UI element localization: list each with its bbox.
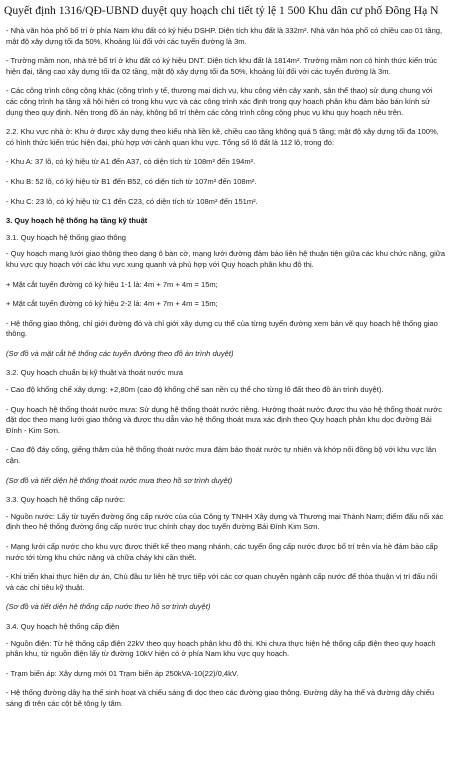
paragraph-zone-a: - Khu A: 37 lô, có ký hiệu từ A1 đến A37, có diện tích từ 108m² đến 194m². xyxy=(6,157,256,167)
note-traffic-diagram: (Sơ đồ và mặt cắt hệ thống các tuyến đường theo đồ án trình duyệt) xyxy=(6,348,234,358)
paragraph-power-source: - Nguồn điện: Từ hệ thống cấp điện 22kV theo quy hoạch phân khu đô thị. Khi chưa thực hiện hệ thống cấp điện theo quy hoạch phân khu, từ nguồn điện lấy từ đường 10kV hiện có ở phía Nam khu vực quy hoạch. xyxy=(6,638,436,659)
section-heading-infrastructure: 3. Quy hoạch hệ thống hạ tầng kỹ thuật xyxy=(6,216,148,226)
paragraph-housing-area: 2.2. Khu vực nhà ở: Khu ở được xây dựng theo kiểu nhà liền kề, chiều cao tầng không quá 5 tầng; mật độ xây dựng tối đa 100%, có hình thức kiến trúc hiện đại, phù hợp với cảnh quan khu vực. Tổng số lô đất là 112 lô, trong đó: xyxy=(6,127,439,147)
paragraph-transformer: - Trạm biến áp: Xây dựng mới 01 Trạm biến áp 250kVA-10(22)/0,4kV. xyxy=(6,668,239,678)
paragraph-section-1-1: + Mặt cắt tuyến đường có ký hiệu 1-1 là: 4m + 7m + 4m = 15m; xyxy=(6,279,218,289)
note-drainage-diagram: (Sơ đồ và tiết diện hệ thống thoát nước mưa theo hồ sơ trình duyệt) xyxy=(6,475,233,485)
paragraph-road-network: - Quy hoạch mạng lưới giao thông theo dạng ô bàn cờ, mạng lưới đường đảm bảo liên hệ thuận tiện giữa các khu chức năng, giữa khu vực quy hoạch với các khu vực xung quanh và phù hợp với Quy hoạch phân khu đô thị. xyxy=(6,249,446,269)
subheading-water-supply: 3.3. Quy hoạch hệ thống cấp nước: xyxy=(6,495,126,505)
document-body xyxy=(6,26,446,719)
paragraph-rainwater-system: - Quy hoạch hệ thống thoát nước mưa: Sử dụng hệ thống thoát nước riêng. Hướng thoát nước được thu vào hệ thống thoát nước đặt dọc theo mạng lưới giao thông và được thu dẫn vào hệ thống thoát mưa xác định theo Quy hoạch phân khu dọc đường Bái Đính - Kim Sơn. xyxy=(6,404,442,435)
paragraph-power-lines: - Hệ thống đường dây hạ thế sinh hoạt và chiếu sáng đi dọc theo các đường giao thông. Đường dây hạ thế và đường dây chiếu sáng đi trên các cột bê tông ly tâm. xyxy=(6,688,435,708)
paragraph-elevation: - Cao độ khống chế xây dựng: +2,80m (cao độ khống chế san nền cụ thể cho từng lô đất theo đồ án trình duyệt). xyxy=(6,385,384,395)
paragraph-community-house: - Nhà văn hóa phố bố trí ở phía Nam khu đất có ký hiệu DSHP. Diện tích khu đất là 332m². Nhà văn hóa phố có chiều cao 01 tầng, mật độ xây dựng tối đa 50%. Khoảng lùi đối với các tuyến đường là 3m. xyxy=(6,26,443,46)
paragraph-water-source: - Nguồn nước: Lấy từ tuyến đường ống cấp nước của của Công ty TNHH Xây dựng và Thương mại Thành Nam; điểm đấu nối xác định theo hệ thống đường ống cấp nước trục chính chạy dọc tuyến đường Bái Đính Kim Sơn. xyxy=(6,511,444,532)
subheading-traffic: 3.1. Quy hoạch hệ thống giao thông xyxy=(6,232,127,242)
paragraph-culvert-elevation: - Cao độ đáy cống, giếng thăm của hệ thống thoát nước mưa đảm bảo thoát nước tự nhiên và khớp nối đồng bộ với khu vực lân cận. xyxy=(6,445,437,466)
note-water-diagram: (Sơ đồ và tiết diện hệ thống cấp nước theo hồ sơ trình duyệt) xyxy=(6,602,211,612)
paragraph-traffic-drawing: - Hệ thống giao thông, chỉ giới đường đỏ và chỉ giới xây dựng cụ thể của từng tuyến đường xem bản vẽ quy hoạch hệ thống giao thông. xyxy=(6,318,438,339)
subheading-drainage: 3.2. Quy hoạch chuẩn bị kỹ thuật và thoát nước mưa xyxy=(6,368,183,378)
paragraph-zone-b: - Khu B: 52 lô, có ký hiệu từ B1 đến B52, có diện tích từ 107m² đến 108m². xyxy=(6,176,257,186)
paragraph-kindergarten: - Trường mầm non, nhà trẻ bố trí ở khu đất có ký hiệu DNT. Diện tích khu đất là 1814m². Trường mầm non có hình thức kiến trúc hiện đại, tầng cao xây dựng tối đa 02 tầng, mật độ xây dựng tối đa 50%, khoảng lùi đối với các tuyến đường là 3m. xyxy=(6,56,438,76)
paragraph-section-2-2: + Mặt cắt tuyến đường có ký hiệu 2-2 là: 4m + 7m + 4m = 15m; xyxy=(6,299,218,309)
document-title: Quyết định 1316/QĐ-UBND duyệt quy hoạch chi tiết tỷ lệ 1 500 Khu dân cư phố Đông Hạ N xyxy=(4,4,439,17)
paragraph-water-connection: - Khi triển khai thực hiện dự án, Chủ đầu tư liên hệ trực tiếp với các cơ quan chuyên ngành cấp nước để thỏa thuận vị trí đấu nối và các chỉ tiêu kỹ thuật. xyxy=(6,572,438,592)
paragraph-zone-c: - Khu C: 23 lô, có ký hiệu từ C1 đến C23, có diện tích từ 108m² đến 151m². xyxy=(6,196,258,206)
paragraph-water-network: - Mạng lưới cấp nước cho khu vực được thiết kế theo mạng nhánh, các tuyến ống cấp nước được bố trí trên vỉa hè đảm bảo cấp nước tới từng khu chức năng và chữa cháy khi cần thiết. xyxy=(6,542,438,562)
subheading-power-supply: 3.4. Quy hoạch hệ thống cấp điện xyxy=(6,621,120,631)
paragraph-public-works: - Các công trình công cộng khác (công trình y tế, thương mại dịch vụ, khu công viên cây xanh, sân thể thao) sử dụng chung với các công trình hạ tầng xã hội hiện có trong khu vực và các công trình xác định trong quy hoạch phân khu đảm bảo bán kính sử dụng theo quy định. Nên trong đồ án này, không bố trí thêm các công trình công cộng phục vụ khu quy hoạch nêu trên. xyxy=(6,86,433,117)
